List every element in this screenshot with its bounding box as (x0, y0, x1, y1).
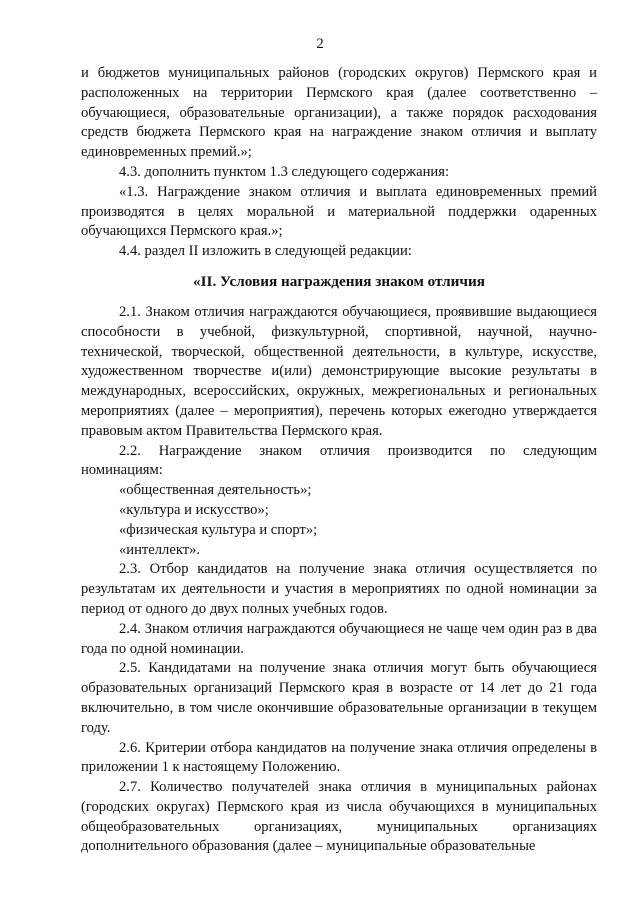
paragraph-2-7: 2.7. Количество получателей знака отличия в муниципальных районах (городских округах) Пермского края из числа обучающихся в муниципальных общеобразовательных организациях, муниципальных организациях дополнительного образования (далее – муниципальные образовательные (81, 779, 597, 855)
paragraph-4-4: 4.4. раздел II изложить в следующей редакции: (119, 243, 412, 260)
nomination-item: «общественная деятельность»; (119, 482, 312, 499)
paragraph-2-2: 2.2. Награждение знаком отличия производится по следующим номинациям: (81, 442, 597, 479)
document-body (81, 64, 597, 857)
paragraph-continuation: и бюджетов муниципальных районов (городских округов) Пермского края и расположенных на территории Пермского края (далее соответственно – обучающиеся, образовательные организации), а также порядок расходования средств бюджета Пермского края на награждение знаком отличия и выплату единовременных премий.»; (81, 65, 597, 161)
nomination-item: «культура и искусство»; (119, 501, 269, 518)
paragraph-2-1: 2.1. Знаком отличия награждаются обучающиеся, проявившие выдающиеся способности в учебной, физкультурной, спортивной, научной, научно-технической, творческой, общественной деятельности, в культуре, искусстве, художественном творчестве и(или) демонстрирующие высокие результаты в международных, всероссийских, окружных, межрегиональных и региональных мероприятиях (далее – мероприятия), перечень которых ежегодно утверждается правовым актом Правительства Пермского края. (81, 303, 597, 439)
paragraph-1-3: «1.3. Награждение знаком отличия и выплата единовременных премий производятся в целях моральной и материальной поддержки одаренных обучающихся Пермского края.»; (81, 183, 597, 240)
nomination-item: «физическая культура и спорт»; (119, 521, 318, 538)
paragraph-2-4: 2.4. Знаком отличия награждаются обучающиеся не чаще чем один раз в два года по одной номинации. (81, 620, 597, 657)
paragraph-4-3: 4.3. дополнить пунктом 1.3 следующего содержания: (119, 163, 450, 180)
page-number: 2 (316, 36, 324, 52)
paragraph-2-6: 2.6. Критерии отбора кандидатов на получение знака отличия определены в приложении 1 к настоящему Положению. (81, 739, 597, 776)
nomination-item: «интеллект». (119, 541, 201, 558)
section-heading: «II. Условия награждения знаком отличия (193, 272, 485, 290)
paragraph-2-3: 2.3. Отбор кандидатов на получение знака отличия осуществляется по результатам их деятельности и участия в мероприятиях по одной номинации за период от одного до двух полных учебных годов. (81, 561, 597, 617)
paragraph-2-5: 2.5. Кандидатами на получение знака отличия могут быть обучающиеся образовательных организаций Пермского края в возрасте от 14 лет до 21 года включительно, в том числе окончившие образовательные организации в текущем году. (81, 660, 597, 736)
